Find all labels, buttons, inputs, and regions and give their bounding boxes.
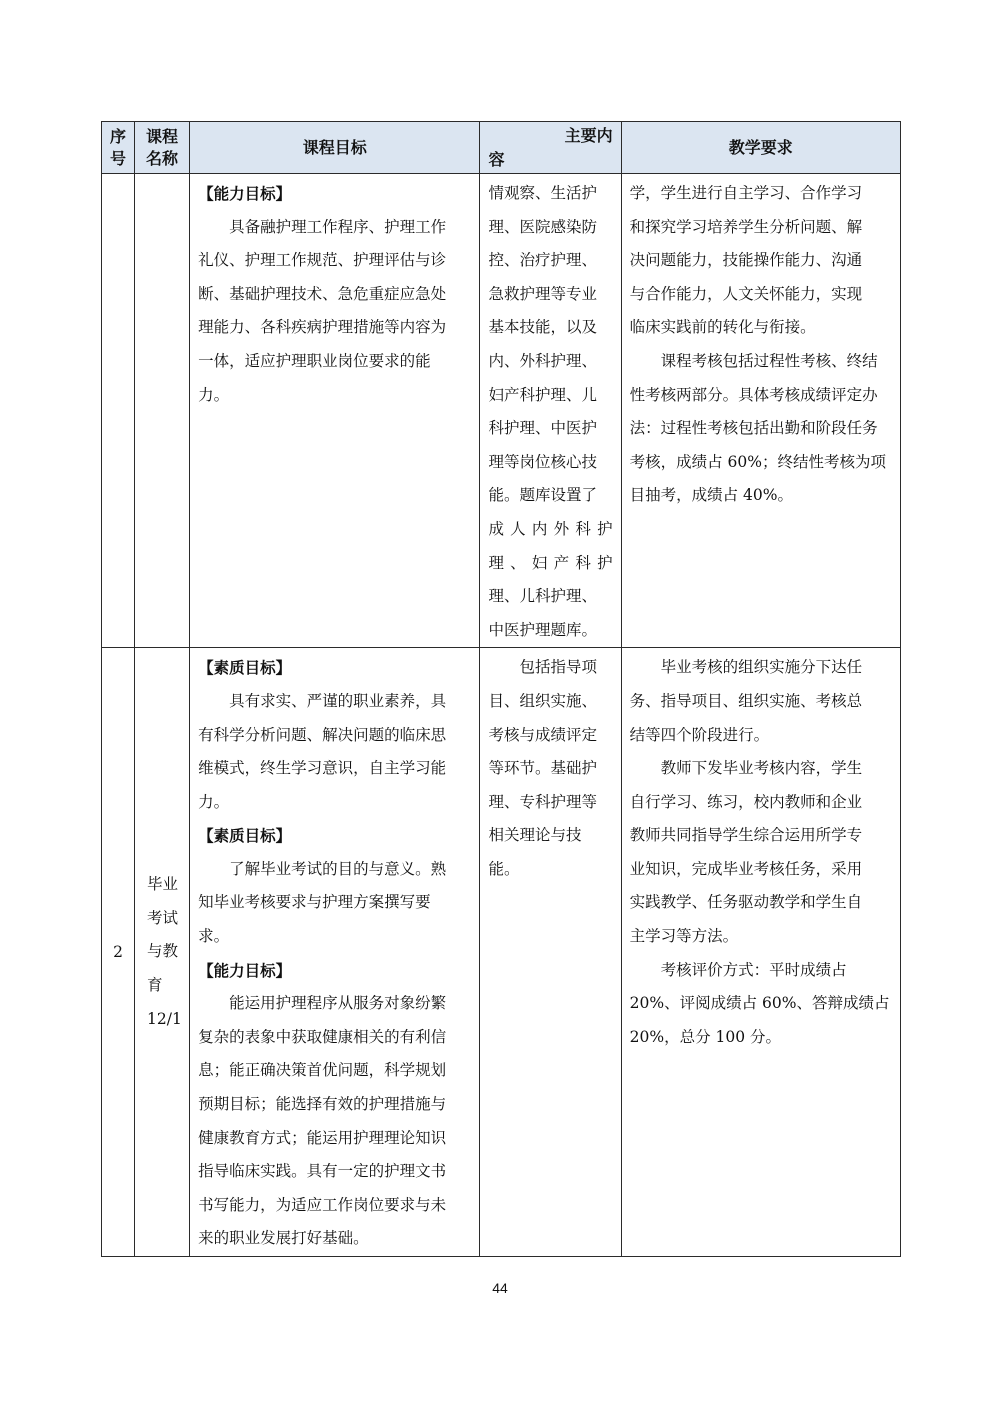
text-line: 具有求实、严谨的职业素养，具 xyxy=(229,691,447,710)
text-line: 妇产科护理、儿 xyxy=(488,385,597,404)
text-line: 自行学习、练习，校内教师和企业 xyxy=(629,792,863,811)
text-line: 【素质目标】 xyxy=(198,826,292,846)
text-line: 务、指导项目、组织实施、考核总 xyxy=(629,691,863,710)
text-line: 20%，总分 100 分。 xyxy=(629,1027,782,1046)
text-line: 序 xyxy=(110,126,127,146)
text-line: 能。题库设置了 xyxy=(488,486,597,505)
text-line: 结等四个阶段进行。 xyxy=(629,725,770,744)
table-header-row xyxy=(102,122,901,174)
text-line: 【能力目标】 xyxy=(198,960,292,980)
text-line: 断、基础护理技术、急危重症应急处 xyxy=(198,284,447,303)
text-line: 预期目标；能选择有效的护理措施与 xyxy=(198,1095,447,1114)
text-line: 基本技能，以及 xyxy=(488,318,597,337)
row2-content-cell xyxy=(480,648,621,1257)
row2-goal-cell xyxy=(190,648,480,1257)
text-line: 求。 xyxy=(198,927,230,946)
header-course-goal: 课程目标 xyxy=(190,122,480,174)
text-line: 来的职业发展打好基础。 xyxy=(198,1229,369,1248)
text-line: 与教 xyxy=(147,942,179,961)
text-line: 课程考核包括过程性考核、终结 xyxy=(660,351,878,370)
row2-name-cell xyxy=(135,648,190,1257)
text-line: 决问题能力，技能操作能力、沟通 xyxy=(629,251,863,270)
text-line: 力。 xyxy=(198,792,230,811)
text-line: 目、组织实施、 xyxy=(488,691,597,710)
header-main-content: 主要内 容 xyxy=(480,122,621,174)
row2-seq-cell: 2 xyxy=(102,648,135,1257)
text-line: 主学习等方法。 xyxy=(629,927,739,946)
text-line: 能运用护理程序从服务对象纷繁 xyxy=(229,994,447,1013)
curriculum-table xyxy=(101,121,901,1257)
text-line: 考核与成绩评定 xyxy=(488,725,597,744)
text-line: 急救护理等专业 xyxy=(488,284,597,303)
text-line: 内、外科护理、 xyxy=(488,351,597,370)
text-line: 相关理论与技 xyxy=(488,826,582,845)
text-line: 与合作能力，人文关怀能力，实现 xyxy=(629,284,863,303)
text-line: 包括指导项 xyxy=(519,658,597,677)
text-line: 学，学生进行自主学习、合作学习 xyxy=(629,184,863,202)
text-line: 12/1 xyxy=(147,1009,182,1028)
text-line: 知毕业考核要求与护理方案撰写要 xyxy=(198,893,431,912)
text-line: 考试 xyxy=(147,908,179,927)
text-line: 性考核两部分。具体考核成绩评定办 xyxy=(629,385,878,404)
text-line: 目抽考，成绩占 40%。 xyxy=(629,486,794,505)
text-line: 力。 xyxy=(198,385,230,404)
table-row xyxy=(102,648,901,1257)
text-line: 指导临床实践。具有一定的护理文书 xyxy=(198,1162,447,1181)
text-line: 科护理、中医护 xyxy=(488,419,597,438)
header-seq xyxy=(102,122,135,174)
text-line: 复杂的表象中获取健康相关的有利信 xyxy=(198,1027,447,1046)
text-line: 理等岗位核心技 xyxy=(488,452,597,471)
text-line: 中医护理题库。 xyxy=(488,620,597,639)
text-line: 法：过程性考核包括出勤和阶段任务 xyxy=(629,419,878,438)
text-line: 成人内外科护 xyxy=(488,519,613,538)
text-line: 临床实践前的转化与衔接。 xyxy=(629,318,816,337)
text-line: 业知识，完成毕业考核任务，采用 xyxy=(629,859,863,878)
text-line: 健康教育方式；能运用护理理论知识 xyxy=(198,1128,447,1147)
text-line: 实践教学、任务驱动教学和学生自 xyxy=(629,893,863,912)
header-teaching-requirement: 教学要求 xyxy=(621,122,900,174)
row1-seq-cell xyxy=(102,174,135,648)
text-line: 礼仪、护理工作规范、护理评估与诊 xyxy=(198,251,447,270)
text-line: 理、妇产科护 xyxy=(488,553,613,572)
row1-content-cell xyxy=(480,174,621,648)
text-line: 具备融护理工作程序、护理工作 xyxy=(229,217,447,236)
text-line: 【能力目标】 xyxy=(198,184,292,203)
text-line: 名称 xyxy=(146,148,179,168)
header-course-name xyxy=(135,122,190,174)
table-row xyxy=(102,174,901,648)
page-number: 44 xyxy=(492,1280,508,1296)
text-line: 考核，成绩占 60%；终结性考核为项 xyxy=(629,452,887,471)
text-line: 毕业考核的组织实施分下达任 xyxy=(660,658,863,677)
row2-requirement-cell xyxy=(621,648,900,1257)
text-line: 考核评价方式：平时成绩占 xyxy=(660,960,847,979)
text-line: 毕业 xyxy=(147,875,179,894)
text-line: 理能力、各科疾病护理措施等内容为 xyxy=(198,318,447,337)
text-line: 了解毕业考试的目的与意义。熟 xyxy=(229,859,447,878)
row1-requirement-cell xyxy=(621,174,900,648)
text-line: 控、治疗护理、 xyxy=(488,251,597,270)
text-line: 理、专科护理等 xyxy=(488,792,597,811)
text-line: 育 xyxy=(147,975,163,994)
text-line: 和探究学习培养学生分析问题、解 xyxy=(629,217,863,236)
text-line: 理、儿科护理、 xyxy=(488,587,597,606)
row1-goal-cell xyxy=(190,174,480,648)
text-line: 有科学分析问题、解决问题的临床思 xyxy=(198,725,447,744)
text-line: 书写能力，为适应工作岗位要求与未 xyxy=(198,1195,447,1214)
text-line: 息；能正确决策首优问题，科学规划 xyxy=(198,1061,447,1080)
text-line: 课程 xyxy=(146,126,179,146)
text-line: 20%、评阅成绩占 60%、答辩成绩占 xyxy=(629,994,890,1013)
text-line: 能。 xyxy=(488,859,520,878)
text-line: 等环节。基础护 xyxy=(488,759,597,778)
text-line: 维模式，终生学习意识，自主学习能 xyxy=(198,759,447,778)
text-line: 一体，适应护理职业岗位要求的能 xyxy=(198,351,431,370)
text-line: 【素质目标】 xyxy=(198,658,292,678)
row1-name-cell xyxy=(135,174,190,648)
text-line: 号 xyxy=(110,148,127,168)
text-line: 理、医院感染防 xyxy=(488,217,597,236)
text-line: 教师下发毕业考核内容，学生 xyxy=(660,759,863,778)
text-line: 情观察、生活护 xyxy=(488,184,597,202)
text-line: 教师共同指导学生综合运用所学专 xyxy=(629,826,863,845)
